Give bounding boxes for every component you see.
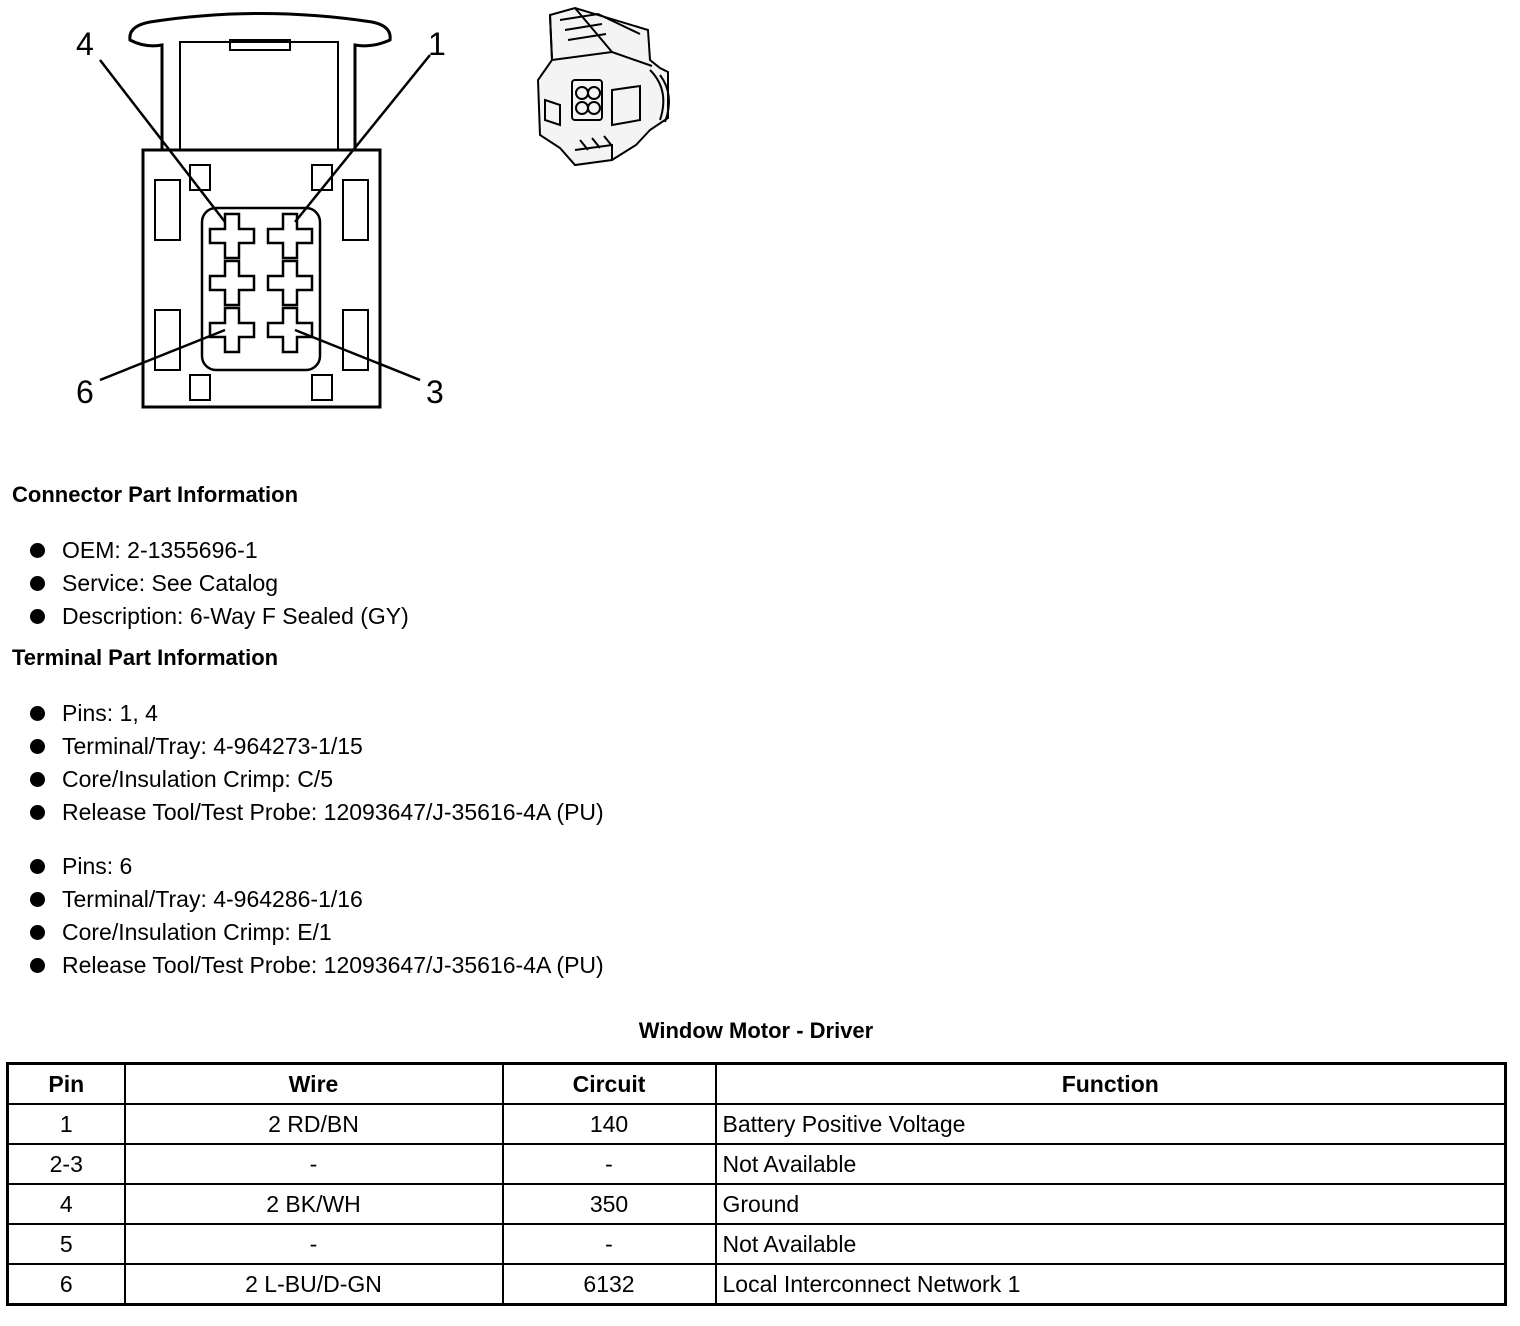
- table-cell: 2-3: [8, 1144, 125, 1184]
- bullet-icon: [30, 859, 45, 874]
- list-item: [30, 534, 409, 567]
- table-cell: Battery Positive Voltage: [716, 1104, 1506, 1144]
- bullet-icon: [30, 543, 45, 558]
- terminal-cavity: [268, 261, 312, 305]
- list-item-text: Release Tool/Test Probe: 12093647/J-35616-4A (PU): [62, 799, 604, 825]
- table-cell: 140: [503, 1104, 716, 1144]
- bullet-icon: [30, 609, 45, 624]
- table-row: [8, 1224, 1506, 1264]
- callout-4: 4: [76, 26, 94, 62]
- bullet-icon: [30, 925, 45, 940]
- table-cell: 2 RD/BN: [125, 1104, 503, 1144]
- table-header-row: [8, 1064, 1506, 1105]
- column-header: Circuit: [503, 1064, 716, 1105]
- list-item: [30, 850, 604, 883]
- list-item: [30, 600, 409, 633]
- list-item-text: Service: See Catalog: [62, 570, 279, 596]
- terminal-info-list-2: [30, 850, 604, 982]
- table-cell: -: [503, 1224, 716, 1264]
- connector-info-list: [30, 534, 409, 633]
- list-item-text: Description: 6-Way F Sealed (GY): [62, 603, 409, 629]
- list-item-text: OEM: 2-1355696-1: [62, 537, 258, 563]
- pin-table: [6, 1062, 1507, 1306]
- table-cell: 5: [8, 1224, 125, 1264]
- bullet-icon: [30, 958, 45, 973]
- table-title: Window Motor - Driver: [638, 1018, 874, 1043]
- list-item: [30, 730, 604, 763]
- terminal-info-title: Terminal Part Information: [12, 645, 279, 670]
- column-header: Function: [716, 1064, 1506, 1105]
- connector-diagram: [0, 0, 700, 430]
- bullet-icon: [30, 892, 45, 907]
- table-cell: Ground: [716, 1184, 1506, 1224]
- table-cell: 6: [8, 1264, 125, 1305]
- table-cell: 350: [503, 1184, 716, 1224]
- bullet-icon: [30, 706, 45, 721]
- list-item: [30, 567, 409, 600]
- bullet-icon: [30, 805, 45, 820]
- bullet-icon: [30, 576, 45, 591]
- terminal-cavity: [268, 308, 312, 352]
- table-cell: -: [503, 1144, 716, 1184]
- list-item-text: Release Tool/Test Probe: 12093647/J-35616-4A (PU): [62, 952, 604, 978]
- list-item: [30, 949, 604, 982]
- list-item: [30, 883, 604, 916]
- list-item: [30, 763, 604, 796]
- terminal-cavity: [210, 308, 254, 352]
- list-item: [30, 697, 604, 730]
- list-item: [30, 916, 604, 949]
- list-item-text: Core/Insulation Crimp: E/1: [62, 919, 332, 945]
- table-cell: -: [125, 1224, 503, 1264]
- callout-3: 3: [426, 374, 444, 410]
- list-item-text: Core/Insulation Crimp: C/5: [62, 766, 333, 792]
- list-item-text: Terminal/Tray: 4-964286-1/16: [62, 886, 363, 912]
- callout-1: 1: [428, 26, 446, 62]
- table-cell: -: [125, 1144, 503, 1184]
- column-header: Wire: [125, 1064, 503, 1105]
- column-header: Pin: [8, 1064, 125, 1105]
- connector-info-title: Connector Part Information: [12, 482, 299, 507]
- table-cell: Not Available: [716, 1144, 1506, 1184]
- bullet-icon: [30, 739, 45, 754]
- terminal-cavity: [210, 214, 254, 258]
- table-row: [8, 1104, 1506, 1144]
- table-cell: Local Interconnect Network 1: [716, 1264, 1506, 1305]
- list-item-text: Pins: 1, 4: [62, 700, 158, 726]
- table-row: [8, 1144, 1506, 1184]
- terminal-cavity: [268, 214, 312, 258]
- bullet-icon: [30, 772, 45, 787]
- table-row: [8, 1264, 1506, 1305]
- table-cell: Not Available: [716, 1224, 1506, 1264]
- connector-photo: [538, 8, 669, 165]
- table-cell: 4: [8, 1184, 125, 1224]
- list-item-text: Pins: 6: [62, 853, 133, 879]
- terminal-cavity: [210, 261, 254, 305]
- list-item: [30, 796, 604, 829]
- table-cell: 2 L-BU/D-GN: [125, 1264, 503, 1305]
- table-cell: 6132: [503, 1264, 716, 1305]
- callout-6: 6: [76, 374, 94, 410]
- list-item-text: Terminal/Tray: 4-964273-1/15: [62, 733, 363, 759]
- terminal-info-list-1: [30, 697, 604, 829]
- table-cell: 2 BK/WH: [125, 1184, 503, 1224]
- table-row: [8, 1184, 1506, 1224]
- table-cell: 1: [8, 1104, 125, 1144]
